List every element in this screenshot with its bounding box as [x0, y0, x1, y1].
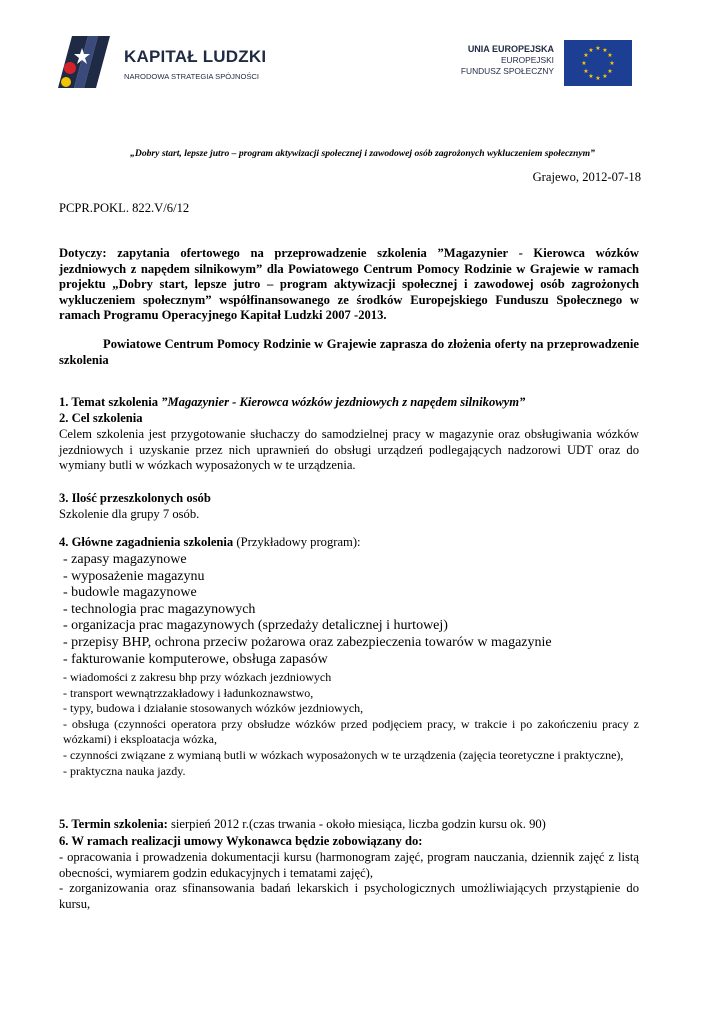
- list-item: - obsługa (czynności operatora przy obsłudze wózków przed podjęciem pracy, w trakcie i po zakończeniu pracy z wózkami) i eksploatacja wózka,: [63, 716, 639, 747]
- section-4-note: (Przykładowy program):: [233, 535, 361, 549]
- svg-text:★: ★: [583, 52, 589, 59]
- svg-text:★: ★: [581, 60, 587, 67]
- svg-text:★: ★: [607, 68, 613, 75]
- section-4-detail-topics: [63, 670, 639, 779]
- eu-logo-line1: UNIA EUROPEJSKA: [467, 44, 554, 54]
- svg-text:★: ★: [588, 73, 594, 80]
- svg-text:★: ★: [595, 45, 601, 52]
- kapital-ludzki-title: KAPITAŁ LUDZKI: [124, 47, 267, 66]
- list-item: - fakturowanie komputerowe, obsługa zapasów: [63, 651, 328, 667]
- section-3-label: 3. Ilość przeszkolonych osób: [59, 491, 211, 505]
- section-3: [59, 491, 639, 523]
- svg-text:★: ★: [607, 52, 613, 59]
- eu-flag-icon: [564, 40, 632, 86]
- section-1-label: 1. Temat szkolenia: [59, 395, 159, 409]
- svg-text:★: ★: [609, 60, 615, 67]
- list-item: - typy, budowa i działanie stosowanych wózków jezdniowych,: [63, 701, 364, 716]
- section-3-text: Szkolenie dla grupy 7 osób.: [59, 506, 200, 521]
- list-item: - budowle magazynowe: [63, 585, 197, 601]
- document-date: Grajewo, 2012-07-18: [532, 170, 641, 184]
- section-2-label: 2. Cel szkolenia: [59, 411, 143, 425]
- section-4-heading: [59, 535, 639, 551]
- eu-logo-line3: FUNDUSZ SPOŁECZNY: [460, 66, 554, 76]
- list-item: - wyposażenie magazynu: [63, 568, 205, 584]
- subject-paragraph: Dotyczy: zapytania ofertowego na przeprowadzenie szkolenia ”Magazynier - Kierowca wózków jezdniowych z napędem silnikowym” dla Powiatowego Centrum Pomocy Rodzinie w Grajewie w ramach projektu „Dobry start, lepsze jutro – program aktywizacji społecznej i zawodowej osób zagrożonych wykluczeniem społecznym” współfinansowanego ze środków Europejskiego Funduszu Społecznego w ramach Programu Operacyjnego Kapitał Ludzki 2007 -2013.: [59, 246, 639, 323]
- kapital-ludzki-subtitle: NARODOWA STRATEGIA SPÓJNOŚCI: [124, 72, 260, 81]
- section-1-topic: ”Magazynier - Kierowca wózków jezdniowych z napędem silnikowym”: [158, 395, 526, 409]
- section-5-label: 5. Termin szkolenia:: [59, 817, 168, 831]
- section-5-text: sierpień 2012 r.(czas trwania - około miesiąca, liczba godzin kursu ok. 90): [167, 817, 546, 831]
- svg-text:★: ★: [602, 73, 608, 80]
- list-item: - praktyczna nauka jazdy.: [63, 763, 186, 778]
- section-2: [59, 411, 639, 474]
- section-4-main-topics: [63, 552, 552, 668]
- list-item: - czynności związane z wymianą butli w wózkach wyposażonych w te urządzenia (zajęcia teoretyczne i praktyczne),: [63, 747, 624, 762]
- section-1: [59, 395, 639, 411]
- list-item: - przepisy BHP, ochrona przeciw pożarowa oraz zabezpieczenia towarów w magazynie: [63, 634, 552, 650]
- list-item: - zorganizowania oraz sfinansowania badań lekarskich i psychologicznych umożliwiających przystąpienie do kursu,: [59, 881, 639, 912]
- section-4-label: 4. Główne zagadnienia szkolenia: [59, 535, 234, 549]
- project-motto: „Dobry start, lepsze jutro – program aktywizacji społecznej i zawodowej osób zagrożonych wykluczeniem społecznym”: [130, 148, 595, 159]
- list-item: - organizacja prac magazynowych (sprzedaży detalicznej i hurtowej): [63, 618, 448, 634]
- list-item: - zapasy magazynowe: [63, 552, 187, 567]
- list-item: - opracowania i prowadzenia dokumentacji kursu (harmonogram zajęć, program nauczania, dziennik zajęć z listą obecności, wymiarem godzin edukacyjnych i tematami zajęć),: [59, 849, 639, 880]
- section-6: [59, 834, 639, 913]
- section-5: [59, 817, 639, 833]
- list-item: - wiadomości z zakresu bhp przy wózkach jezdniowych: [63, 670, 332, 684]
- svg-text:★: ★: [588, 47, 594, 54]
- section-6-label: 6. W ramach realizacji umowy Wykonawca będzie zobowiązany do:: [59, 834, 423, 848]
- invitation-paragraph: Powiatowe Centrum Pomocy Rodzinie w Grajewie zaprasza do złożenia oferty na przeprowadzenie szkolenia: [59, 337, 639, 367]
- kapital-ludzki-emblem-icon: [54, 32, 116, 90]
- section-2-text: Celem szkolenia jest przygotowanie słuchaczy do samodzielnej pracy w magazynie oraz obsługiwania wózków jezdniowych i uzyskanie przez nich uprawnień do obsługi urządzeń podlegających nadzorowi UDT oraz do wymiany butli w wózkach wyposażonych w te urządzenia.: [59, 426, 639, 473]
- eu-logo: [452, 38, 632, 88]
- svg-text:★: ★: [583, 68, 589, 75]
- eu-logo-line2: EUROPEJSKI: [500, 55, 554, 65]
- reference-number: PCPR.POKL. 822.V/6/12: [59, 201, 190, 215]
- svg-text:★: ★: [602, 47, 608, 54]
- svg-text:★: ★: [595, 75, 601, 82]
- eu-logo-text: [461, 44, 554, 77]
- kapital-ludzki-logo: [54, 32, 267, 90]
- list-item: - transport wewnątrzzakładowy i ładunkoznawstwo,: [63, 685, 314, 700]
- list-item: - technologia prac magazynowych: [63, 601, 256, 617]
